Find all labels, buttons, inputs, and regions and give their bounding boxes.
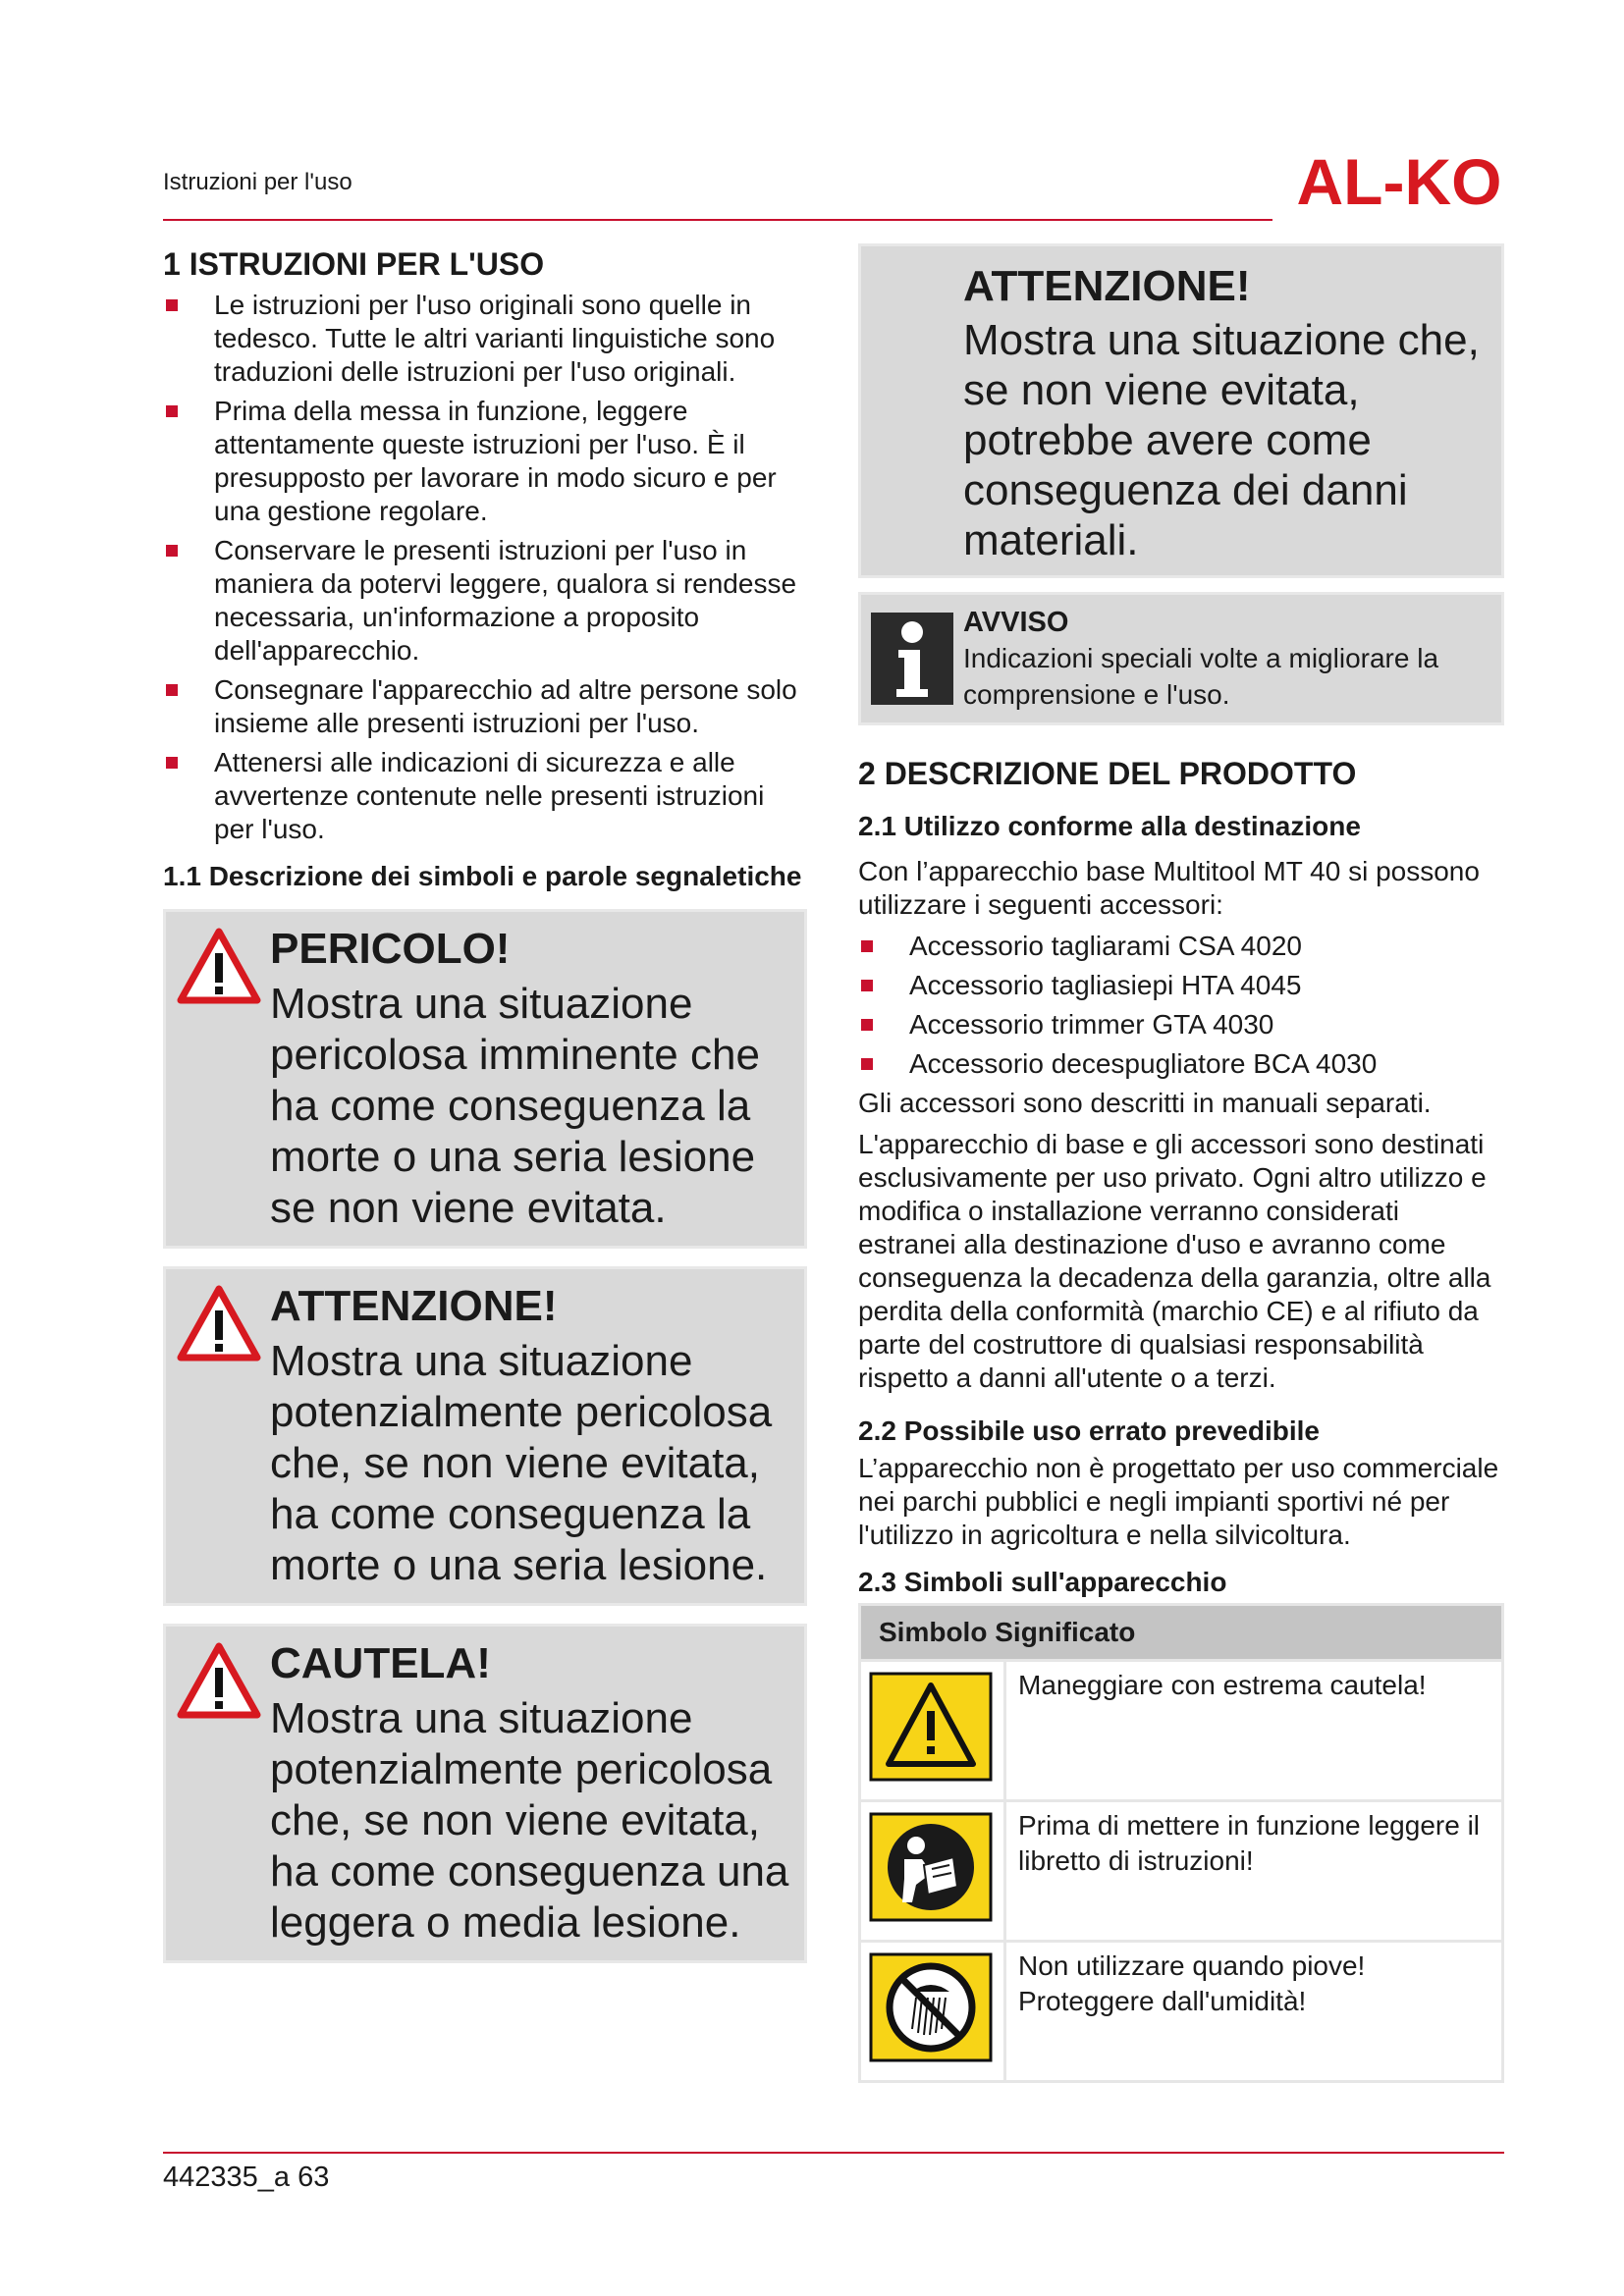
table-row	[860, 1942, 1503, 2082]
symbol-cell	[860, 1661, 1005, 1801]
bullet-square-icon	[166, 757, 178, 769]
bullet-square-icon	[861, 1058, 873, 1070]
table-header: Simbolo Significato	[860, 1605, 1503, 1661]
list-item: Le istruzioni per l'uso originali sono quelle in tedesco. Tutte le altri varianti linguistiche sono traduzioni delle istruzioni per l'uso originali.	[163, 289, 807, 389]
meaning-cell: Non utilizzare quando piove! Proteggere dall'umidità!	[1005, 1942, 1503, 2082]
section-2-1-paragraph-1: Gli accessori sono descritti in manuali separati.	[858, 1088, 1432, 1118]
warning-triangle-icon	[176, 926, 262, 1006]
caution-keyword: CAUTELA!	[270, 1639, 491, 1687]
caution-message: Mostra una situazione potenzialmente pericolosa che, se non viene evitata, ha come conseguenza una leggera o media lesione.	[270, 1694, 789, 1947]
attention-keyword: ATTENZIONE!	[963, 262, 1251, 310]
meaning-cell: Maneggiare con estrema cautela!	[1005, 1661, 1503, 1801]
section-2-2-paragraph: L’apparecchio non è progettato per uso commerciale nei parchi pubblici e negli impianti sportivi né per l'utilizzo in agricoltura e nella silvicoltura.	[858, 1453, 1499, 1550]
section-2-2-heading: 2.2 Possibile uso errato prevedibile	[858, 1415, 1320, 1446]
bullet-square-icon	[861, 940, 873, 952]
caution-notice	[163, 1624, 807, 1963]
section-2-3-heading: 2.3 Simboli sull'apparecchio	[858, 1567, 1227, 1597]
footer-rule	[163, 2152, 1504, 2154]
accessories-list	[858, 930, 1504, 1081]
section-2-heading: 2 DESCRIZIONE DEL PRODOTTO	[858, 756, 1357, 791]
list-item: Accessorio tagliasiepi HTA 4045	[858, 969, 1504, 1002]
left-column	[163, 245, 807, 1981]
symbols-table	[858, 1603, 1504, 2083]
avviso-notice	[858, 592, 1504, 725]
section-1-heading: 1 ISTRUZIONI PER L'USO	[163, 246, 545, 282]
warning-notice	[163, 1266, 807, 1606]
section-2-1-heading: 2.1 Utilizzo conforme alla destinazione	[858, 811, 1361, 841]
section-1-1-heading: 1.1 Descrizione dei simboli e parole segnaletiche	[163, 861, 802, 891]
list-item: Conservare le presenti istruzioni per l'uso in maniera da potervi leggere, qualora si rendesse necessaria, un'informazione a proposito dell'apparecchio.	[163, 534, 807, 667]
attention-message: Mostra una situazione che, se non viene evitata, potrebbe avere come conseguenza dei danni materiali.	[963, 316, 1480, 564]
material-damage-notice	[858, 243, 1504, 578]
no-rain-icon	[869, 1952, 993, 2062]
section-2-1-paragraph-2: L'apparecchio di base e gli accessori sono destinati esclusivamente per uso privato. Ogni altro utilizzo e modifica o installazione verranno considerati estranei alla destinazione d'uso e avranno come conseguenza la decadenza della garanzia, oltre alla perdita della conformità (marchio CE) e al rifiuto da parte del costruttore di qualsiasi responsabilità rispetto a danni all'utente o a terzi.	[858, 1129, 1491, 1393]
section-2-1-intro: Con l’apparecchio base Multitool MT 40 si possono utilizzare i seguenti accessori:	[858, 856, 1480, 920]
list-item: Consegnare l'apparecchio ad altre persone solo insieme alle presenti istruzioni per l'uso.	[163, 673, 807, 740]
warning-triangle-icon	[176, 1283, 262, 1363]
danger-notice	[163, 909, 807, 1249]
bullet-square-icon	[861, 1019, 873, 1031]
avviso-keyword: AVVISO	[963, 607, 1069, 638]
header-rule	[163, 219, 1272, 221]
bullet-square-icon	[166, 405, 178, 417]
symbol-cell	[860, 1801, 1005, 1942]
warning-message: Mostra una situazione potenzialmente pericolosa che, se non viene evitata, ha come conseguenza la morte o una seria lesione.	[270, 1337, 773, 1589]
alko-logo-text: AL-KO	[1296, 147, 1502, 216]
table-header-row	[860, 1605, 1503, 1661]
table-row	[860, 1661, 1503, 1801]
meaning-cell: Prima di mettere in funzione leggere il libretto di istruzioni!	[1005, 1801, 1503, 1942]
warning-sign-icon	[869, 1672, 993, 1782]
page-footer: 442335_a 63	[163, 2162, 330, 2193]
info-icon	[871, 613, 953, 705]
document-header-title: Istruzioni per l'uso	[163, 169, 352, 195]
section-1-bullets	[163, 289, 807, 846]
list-item: Accessorio trimmer GTA 4030	[858, 1008, 1504, 1041]
symbol-cell	[860, 1942, 1005, 2082]
list-item: Attenersi alle indicazioni di sicurezza e alle avvertenze contenute nelle presenti istruzioni per l'uso.	[163, 746, 807, 846]
table-row	[860, 1801, 1503, 1942]
read-manual-icon	[869, 1812, 993, 1922]
alko-logo	[1294, 147, 1504, 216]
warning-keyword: ATTENZIONE!	[270, 1282, 558, 1330]
list-item: Accessorio tagliarami CSA 4020	[858, 930, 1504, 963]
danger-message: Mostra una situazione pericolosa imminente che ha come conseguenza la morte o una seria lesione se non viene evitata.	[270, 980, 760, 1232]
bullet-square-icon	[861, 980, 873, 991]
list-item: Prima della messa in funzione, leggere attentamente queste istruzioni per l'uso. È il presupposto per lavorare in modo sicuro e per una gestione regolare.	[163, 395, 807, 528]
list-item: Accessorio decespugliatore BCA 4030	[858, 1047, 1504, 1081]
right-column	[858, 243, 1504, 2083]
bullet-square-icon	[166, 299, 178, 311]
bullet-square-icon	[166, 545, 178, 557]
danger-keyword: PERICOLO!	[270, 925, 511, 973]
bullet-square-icon	[166, 684, 178, 696]
warning-triangle-icon	[176, 1640, 262, 1721]
avviso-message: Indicazioni speciali volte a migliorare la comprensione e l'uso.	[963, 643, 1439, 710]
